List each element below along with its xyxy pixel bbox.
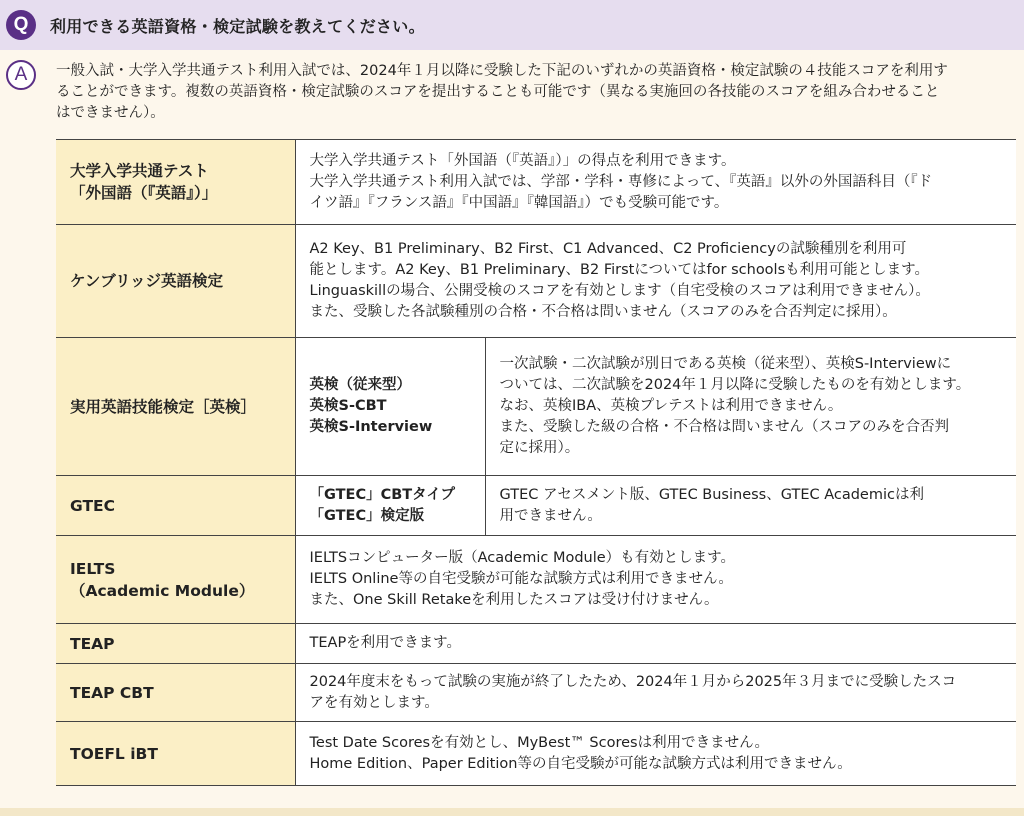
qualification-name: IELTS （Academic Module） <box>56 536 295 624</box>
table-row <box>56 140 1016 225</box>
qualification-description: GTEC アセスメント版、GTEC Business、GTEC Academicは利 用できません。 <box>485 476 1016 536</box>
qualification-description: A2 Key、B1 Preliminary、B2 First、C1 Advanced、C2 Proficiencyの試験種別を利用可 能とします。A2 Key、B1 Preliminary、B2 Firstについてはfor schoolsも利用可能とします。 Linguaskillの場合、公開受検のスコアを有効とします（自宅受検のスコアは利用できません）。 また、受験した各試験種別の合格・不合格は問いません（スコアのみを合否判定に採用）。 <box>295 225 1016 338</box>
qualification-variants: 英検（従来型） 英検S-CBT 英検S-Interview <box>295 338 485 476</box>
qualification-description: TEAPを利用できます。 <box>295 624 1016 664</box>
bottom-strip <box>0 808 1024 816</box>
qualification-description: 2024年度末をもって試験の実施が終了したため、2024年１月から2025年３月までに受験したスコ アを有効とします。 <box>295 664 1016 722</box>
table-row <box>56 536 1016 624</box>
qualification-variants: 「GTEC」CBTタイプ 「GTEC」検定版 <box>295 476 485 536</box>
answer-badge-icon: A <box>6 60 36 90</box>
table-row <box>56 476 1016 536</box>
qualification-name: TEAP CBT <box>56 664 295 722</box>
qualification-description: 大学入学共通テスト「外国語（『英語』）」の得点を利用できます。 大学入学共通テスト利用入試では、学部・学科・専修によって、『英語』以外の外国語科目（『ド イツ語』『フランス語』『中国語』『韓国語』）でも受験可能です。 <box>295 140 1016 225</box>
answer-line: ることができます。複数の英語資格・検定試験のスコアを提出することも可能です（異なる実施回の各技能のスコアを組み合わせること <box>56 84 940 100</box>
table-row <box>56 338 1016 476</box>
question-text: 利用できる英語資格・検定試験を教えてください。 <box>50 17 425 36</box>
qualification-name: GTEC <box>56 476 295 536</box>
qualification-description: 一次試験・二次試験が別日である英検（従来型）、英検S-Interviewに ついては、二次試験を2024年１月以降に受験したものを有効とします。 なお、英検IBA、英検プレテストは利用できません。 また、受験した級の合格・不合格は問いません（スコアのみを合否判 定に採用）。 <box>485 338 1016 476</box>
question-badge-icon: Q <box>6 10 36 40</box>
qualification-name: 実用英語技能検定［英検］ <box>56 338 295 476</box>
qualification-table <box>56 139 1016 786</box>
table-row <box>56 722 1016 786</box>
question-bar <box>0 0 1024 50</box>
qualification-description: Test Date Scoresを有効とし、MyBest™ Scoresは利用できません。 Home Edition、Paper Edition等の自宅受験が可能な試験方式は利用できません。 <box>295 722 1016 786</box>
answer-line: 一般入試・大学入学共通テスト利用入試では、2024年１月以降に受験した下記のいずれかの英語資格・検定試験の４技能スコアを利用す <box>56 63 948 79</box>
table-row <box>56 225 1016 338</box>
qualification-name: 大学入学共通テスト 「外国語（『英語』）」 <box>56 140 295 225</box>
table-row <box>56 664 1016 722</box>
qualification-name: TEAP <box>56 624 295 664</box>
answer-text <box>56 61 1018 124</box>
table-row <box>56 624 1016 664</box>
qualification-name: TOEFL iBT <box>56 722 295 786</box>
qualification-name: ケンブリッジ英語検定 <box>56 225 295 338</box>
qualification-description: IELTSコンピューター版（Academic Module）も有効とします。 IELTS Online等の自宅受験が可能な試験方式は利用できません。 また、One Skill Retakeを利用したスコアは受け付けません。 <box>295 536 1016 624</box>
answer-line: はできません）。 <box>56 105 165 121</box>
